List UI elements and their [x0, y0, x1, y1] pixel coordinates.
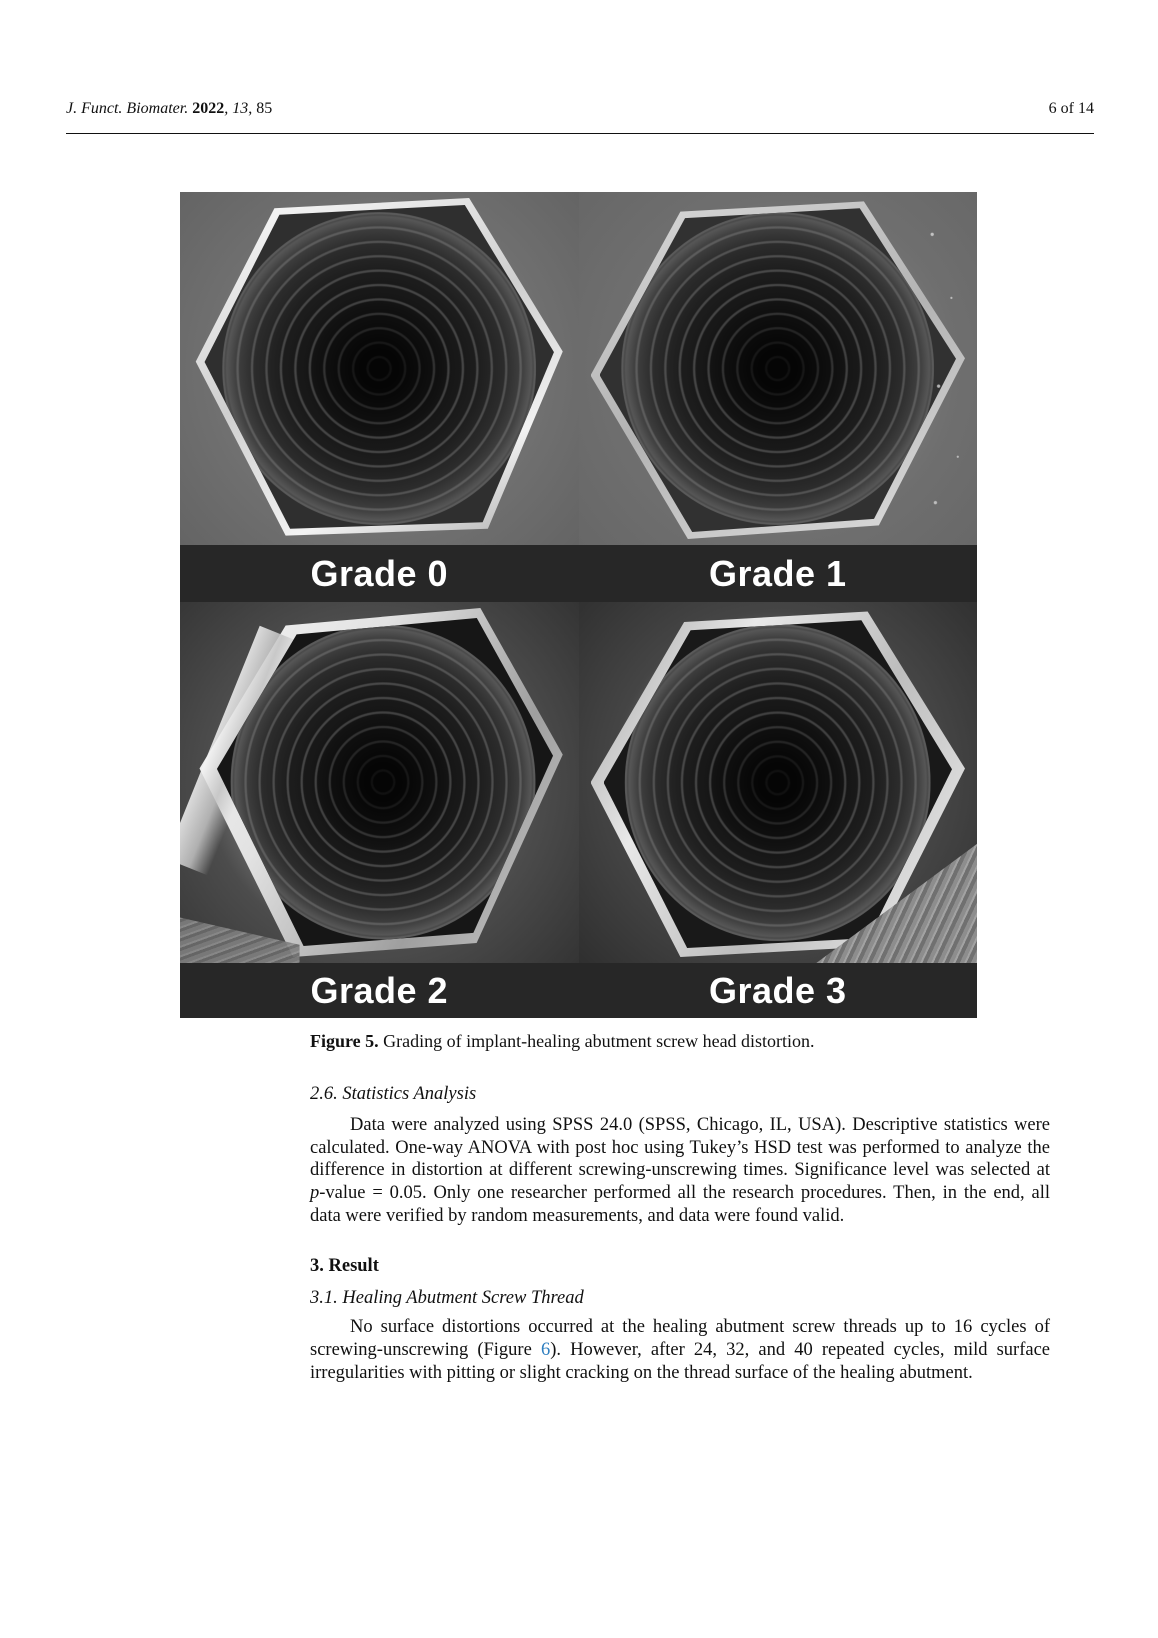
journal-name: J. Funct. Biomater.: [66, 100, 189, 117]
journal-citation: [66, 100, 272, 118]
section-heading-statistics: 2.6. Statistics Analysis: [310, 1083, 477, 1104]
stats-text-1: Data were analyzed using SPSS 24.0 (SPSS, Chicago, IL, USA). Descriptive statistics were calculated. One-way ANOVA with post hoc using Tukey’s HSD test was performed to analyze the difference in distortion at different screwing-unscrewing times. Significance level was selected at: [310, 1115, 1050, 1181]
body-content: [310, 1030, 1050, 1384]
figure-5: [180, 192, 977, 1018]
paragraph-thread: [310, 1316, 1050, 1384]
page-header: [66, 100, 1094, 134]
thread-text-1: No surface distortions occurred at the healing abutment screw threads up to 16 cycles of screwing-unscrewing (Figure: [310, 1317, 1050, 1360]
figure-grid: [180, 192, 977, 1018]
hex-interior: [600, 205, 957, 532]
section-heading-thread: 3.1. Healing Abutment Screw Thread: [310, 1287, 584, 1308]
journal-article-number: , 85: [248, 100, 273, 117]
hex-socket: [591, 198, 966, 539]
debris-speckles: [913, 192, 977, 545]
paragraph-statistics: [310, 1114, 1050, 1227]
sem-image-grade-1: [579, 192, 978, 545]
grade-banner-bottom: [180, 963, 977, 1018]
figure-caption-label: Figure 5.: [310, 1031, 379, 1051]
screw-bore: [621, 212, 935, 526]
journal-volume: , 13: [224, 100, 249, 117]
sem-image-grade-0: [180, 192, 579, 545]
figure-caption-text: Grading of implant-healing abutment screw head distortion.: [378, 1031, 815, 1051]
journal-year: 2022: [188, 100, 225, 117]
section-heading-result: 3. Result: [310, 1256, 379, 1277]
grade-label-2: Grade 2: [310, 969, 449, 1011]
grade-banner-top: [180, 545, 977, 602]
grade-label-1: Grade 1: [708, 552, 847, 594]
stats-text-2: -value = 0.05. Only one researcher performed all the research procedures. Then, in the end, all data were verified by random measurements, and data were found valid.: [310, 1182, 1050, 1226]
sem-image-grade-2: [180, 602, 579, 963]
hex-socket: [192, 198, 567, 539]
thread-text-2: ). However, after 24, 32, and 40 repeated cycles, mild surface irregularities with pitting or slight cracking on the thread surface of the healing abutment.: [310, 1339, 1051, 1383]
screw-bore: [624, 624, 931, 942]
figure-caption: [310, 1030, 1050, 1053]
hex-socket: [192, 608, 567, 957]
p-value-symbol: p: [310, 1182, 320, 1203]
grade-label-0: Grade 0: [310, 552, 449, 594]
sem-image-grade-3: [579, 602, 978, 963]
figure-6-link[interactable]: 6: [540, 1339, 551, 1360]
page-number: 6 of 14: [1048, 100, 1094, 117]
grade-label-3: Grade 3: [708, 969, 847, 1011]
screw-bore: [222, 212, 536, 526]
